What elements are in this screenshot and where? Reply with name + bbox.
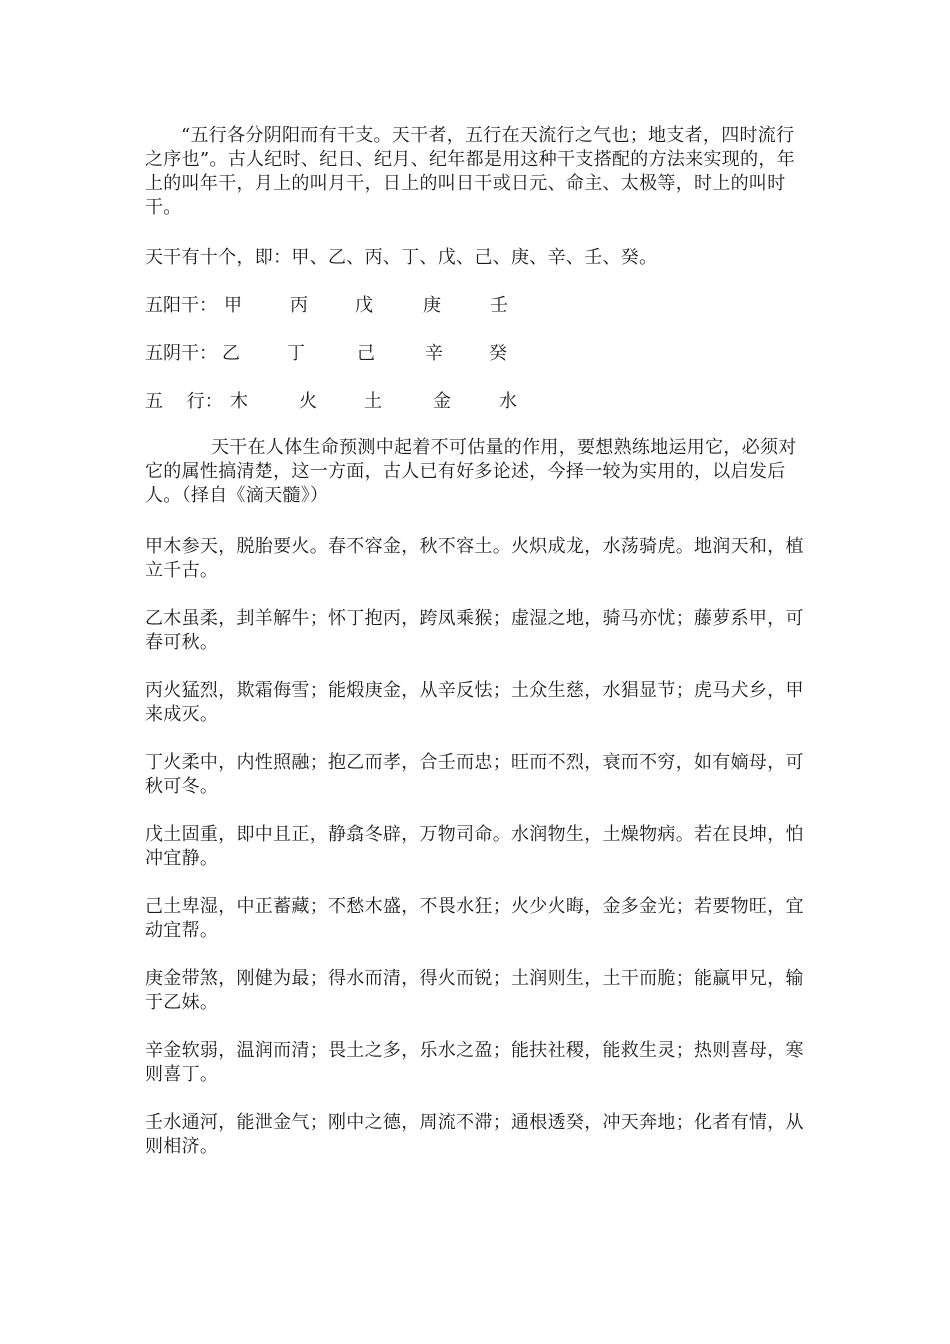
intro-paragraph: “五行各分阴阳而有干支。天干者，五行在天流行之气也；地支者，四时流行之序也”。古人纪时、纪日、纪月、纪年都是用这种干支搭配的方法来实现的，年上的叫年干，月上的叫月干，日上的叫日干或日元、命主、太极等，时上的叫时干。 — [145, 125, 795, 218]
stem-cell: 戊 — [355, 295, 373, 316]
stem-cell: 癸 — [489, 343, 507, 364]
element-cell: 木 — [230, 391, 248, 412]
row-label: 五阳干： — [145, 295, 217, 316]
row-label: 五 行： — [145, 391, 223, 412]
preface-paragraph: 天干在人体生命预测中起着不可估量的作用，要想熟练地运用它，必须对它的属性搞清楚，这一方面，古人已有好多论述，今择一较为实用的，以启发后人。（择自《滴天髓》） — [145, 437, 797, 506]
verse-wu: 戊土固重，即中且正，静翕冬辟，万物司命。水润物生，土燥物病。若在艮坤，怕冲宜静。 — [145, 824, 804, 869]
ten-stems-line: 天干有十个，即：甲、乙、丙、丁、戊、己、庚、辛、壬、癸。 — [145, 247, 658, 268]
stem-cell: 辛 — [425, 343, 443, 364]
stem-cell: 丙 — [290, 295, 308, 316]
verse-jia: 甲木参天，脱胎要火。春不容金，秋不容土。火炽成龙，水荡骑虎。地润天和，植立千古。 — [145, 536, 804, 581]
verse-geng: 庚金带煞，刚健为最；得水而清，得火而锐；土润则生，土干而脆；能赢甲兄，输于乙妹。 — [145, 968, 804, 1013]
verse-xin: 辛金软弱，温润而清；畏土之多，乐水之盈；能扶社稷，能救生灵；热则喜母，寒则喜丁。 — [145, 1040, 804, 1085]
stem-cell: 壬 — [490, 295, 508, 316]
element-cell: 水 — [499, 391, 517, 412]
verse-yi: 乙木虽柔，刲羊解牛；怀丁抱丙，跨凤乘猴；虚湿之地，骑马亦忧；藤萝系甲，可春可秋。 — [145, 608, 804, 653]
verse-bing: 丙火猛烈，欺霜侮雪；能煅庚金，从辛反怯；土众生慈，水猖显节；虎马犬乡，甲来成灭。 — [145, 680, 804, 725]
verse-ji: 己土卑湿，中正蓄藏；不愁木盛，不畏水狂；火少火晦，金多金光；若要物旺，宜动宜帮。 — [145, 896, 804, 941]
stem-cell: 甲 — [224, 295, 242, 316]
verse-ren: 壬水通河，能泄金气；刚中之德，周流不滞；通根透癸，冲天奔地；化者有情，从则相济。 — [145, 1112, 804, 1157]
stem-cell: 丁 — [287, 343, 305, 364]
element-cell: 土 — [364, 391, 382, 412]
verse-ding: 丁火柔中，内性照融；抱乙而孝，合壬而忠；旺而不烈，衰而不穷，如有嫡母，可秋可冬。 — [145, 752, 804, 797]
row-label: 五阴干： — [145, 343, 217, 364]
stem-cell: 乙 — [222, 343, 240, 364]
stem-cell: 己 — [357, 343, 375, 364]
element-cell: 火 — [299, 391, 317, 412]
stem-cell: 庚 — [423, 295, 441, 316]
element-cell: 金 — [433, 391, 451, 412]
